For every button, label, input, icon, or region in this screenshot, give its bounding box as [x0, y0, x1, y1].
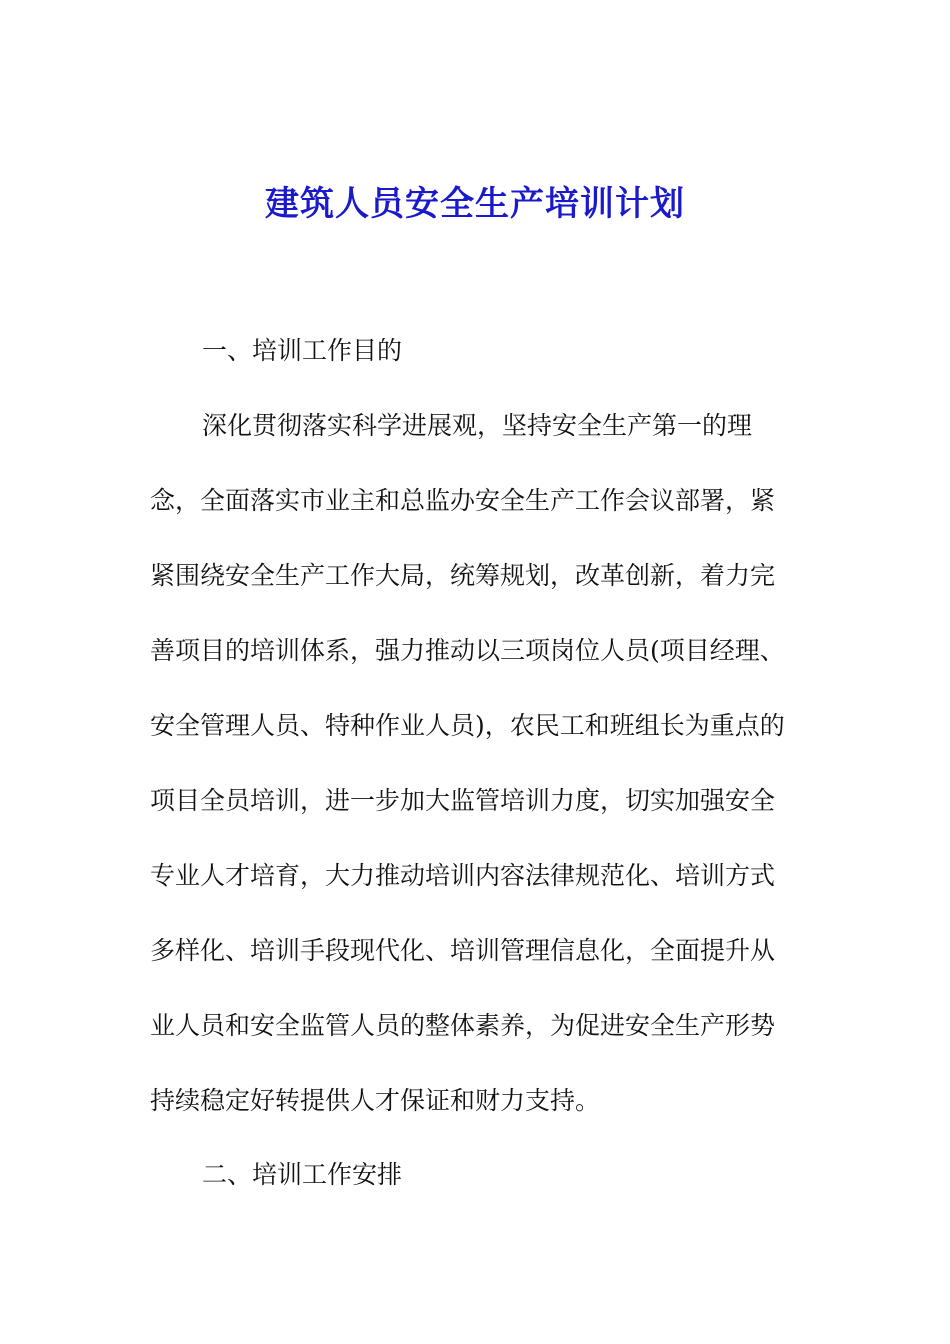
section-heading-1: 一、培训工作目的 [202, 336, 403, 365]
document-title: 建筑人员安全生产培训计划 [265, 184, 685, 224]
paragraph-line: 专业人才培育，大力推动培训内容法律规范化、培训方式 [150, 861, 776, 890]
paragraph-line: 紧围绕安全生产工作大局，统筹规划，改革创新，着力完 [150, 561, 776, 590]
paragraph-line: 安全管理人员、特种作业人员)，农民工和班组长为重点的 [150, 711, 785, 740]
paragraph-line: 持续稳定好转提供人才保证和财力支持。 [150, 1086, 601, 1115]
section-heading-2: 二、培训工作安排 [202, 1160, 403, 1189]
paragraph-line: 多样化、培训手段现代化、培训管理信息化，全面提升从 [150, 936, 776, 965]
paragraph-line: 善项目的培训体系，强力推动以三项岗位人员(项目经理、 [150, 636, 785, 665]
paragraph-line: 业人员和安全监管人员的整体素养，为促进安全生产形势 [150, 1011, 776, 1040]
paragraph-line: 念，全面落实市业主和总监办安全生产工作会议部署，紧 [150, 486, 776, 515]
paragraph-line: 项目全员培训，进一步加大监管培训力度，切实加强安全 [150, 786, 776, 815]
paragraph-line: 深化贯彻落实科学进展观，坚持安全生产第一的理 [202, 411, 753, 440]
